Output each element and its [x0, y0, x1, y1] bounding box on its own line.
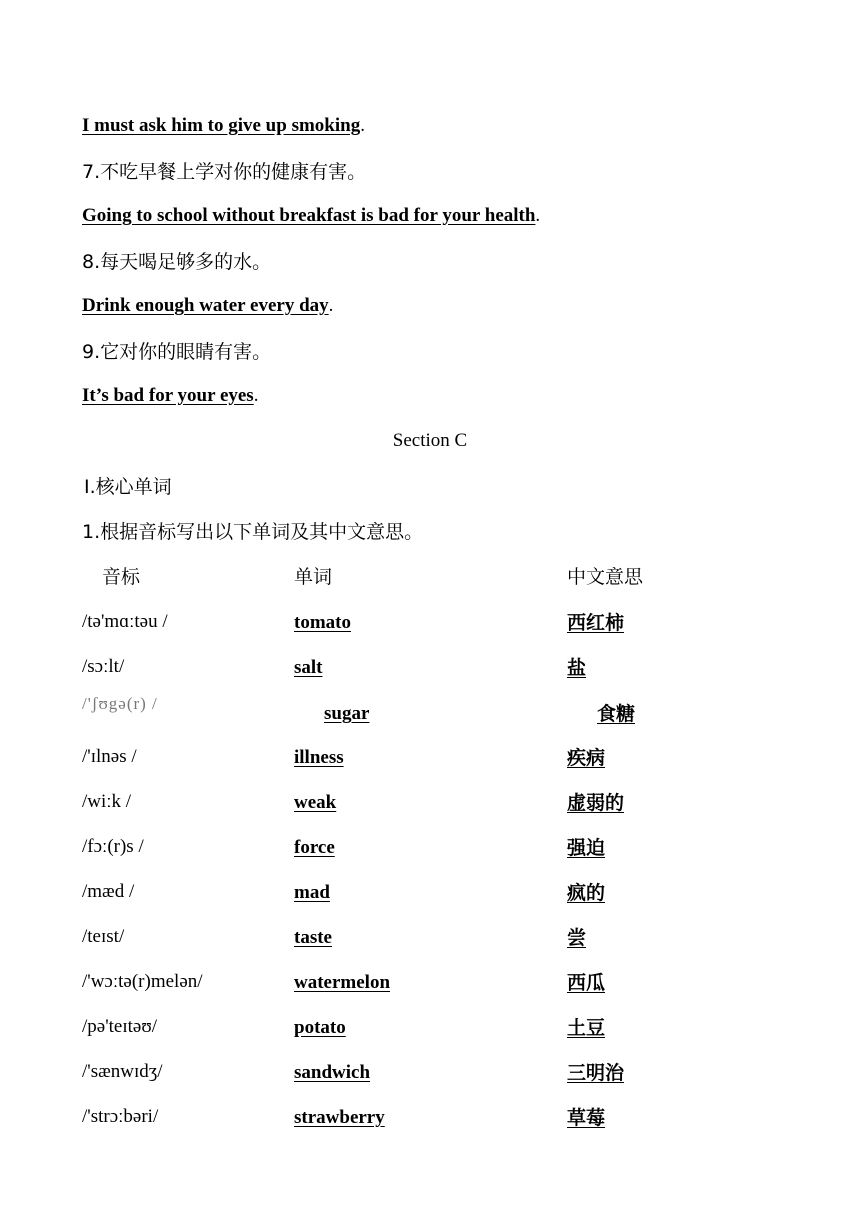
meaning-cell: 强迫 — [567, 837, 606, 859]
meaning-cell: 西瓜 — [567, 972, 606, 994]
word-cell: tomato — [294, 612, 351, 633]
word-cell: illness — [294, 747, 344, 768]
word-cell: strawberry — [294, 1107, 385, 1128]
answer-text: It’s bad for your eyes — [82, 385, 254, 406]
phonetic-cell: /'sænwɪdʒ/ — [82, 1061, 163, 1082]
meaning-cell: 盐 — [567, 657, 587, 679]
meaning-cell: 疾病 — [567, 747, 606, 769]
phonetic-cell: /tə'mɑːtəu / — [82, 611, 168, 632]
prompt-sentence-7: 7.不吃早餐上学对你的健康有害。 — [82, 161, 367, 183]
meaning-cell: 土豆 — [567, 1017, 606, 1039]
phonetic-cell: /pə'teɪtəʊ/ — [82, 1016, 158, 1037]
word-cell: potato — [294, 1017, 346, 1038]
word-cell: sandwich — [294, 1062, 371, 1083]
header-meaning: 中文意思 — [567, 566, 644, 588]
section-heading: Ⅰ.核心单词 — [84, 476, 172, 498]
meaning-cell: 尝 — [567, 927, 587, 949]
answer-punct: . — [328, 295, 334, 316]
word-cell: force — [294, 837, 335, 858]
prompt-sentence-8: 8.每天喝足够多的水。 — [82, 251, 272, 273]
prompt-sentence-9: 9.它对你的眼睛有害。 — [82, 341, 272, 363]
answer-punct: . — [535, 205, 541, 226]
phonetic-cell: /wiːk / — [82, 791, 132, 812]
phonetic-cell: /fɔː(r)s / — [82, 836, 144, 857]
answer-punct: . — [360, 115, 365, 136]
answer-sentence-7 — [82, 204, 540, 228]
meaning-cell: 虚弱的 — [567, 792, 625, 814]
phonetic-cell: /'wɔːtə(r)melən/ — [82, 971, 203, 992]
section-title: Section C — [392, 430, 468, 451]
phonetic-cell: /sɔːlt/ — [82, 656, 125, 677]
meaning-cell: 西红柿 — [567, 612, 625, 634]
phonetic-cell: /mæd / — [82, 881, 135, 902]
answer-punct: . — [253, 385, 259, 406]
answer-text: Going to school without breakfast is bad for your health — [82, 205, 536, 226]
word-cell: watermelon — [294, 972, 391, 993]
phonetic-cell: /'ʃʊgə(r) / — [82, 694, 158, 713]
answer-sentence-9 — [82, 384, 258, 408]
word-cell: sugar — [324, 703, 370, 724]
meaning-cell: 疯的 — [567, 882, 606, 904]
answer-sentence-8 — [82, 294, 333, 318]
word-cell: taste — [294, 927, 332, 948]
meaning-cell: 草莓 — [567, 1107, 606, 1129]
phonetic-cell: /'strɔːbəri/ — [82, 1106, 159, 1127]
word-cell: salt — [294, 657, 323, 678]
phonetic-cell: /teɪst/ — [82, 926, 125, 947]
answer-text: I must ask him to give up smoking — [82, 115, 361, 136]
header-word: 单词 — [294, 566, 333, 588]
word-cell: weak — [294, 792, 337, 813]
answer-sentence-6 — [82, 114, 365, 138]
word-cell: mad — [294, 882, 330, 903]
meaning-cell: 三明治 — [567, 1062, 625, 1084]
header-phonetic: 音标 — [102, 566, 141, 588]
section-instruction: 1.根据音标写出以下单词及其中文意思。 — [82, 521, 424, 543]
answer-text: Drink enough water every day — [82, 295, 329, 316]
phonetic-cell: /'ɪlnəs / — [82, 746, 137, 767]
meaning-cell: 食糖 — [597, 703, 636, 725]
